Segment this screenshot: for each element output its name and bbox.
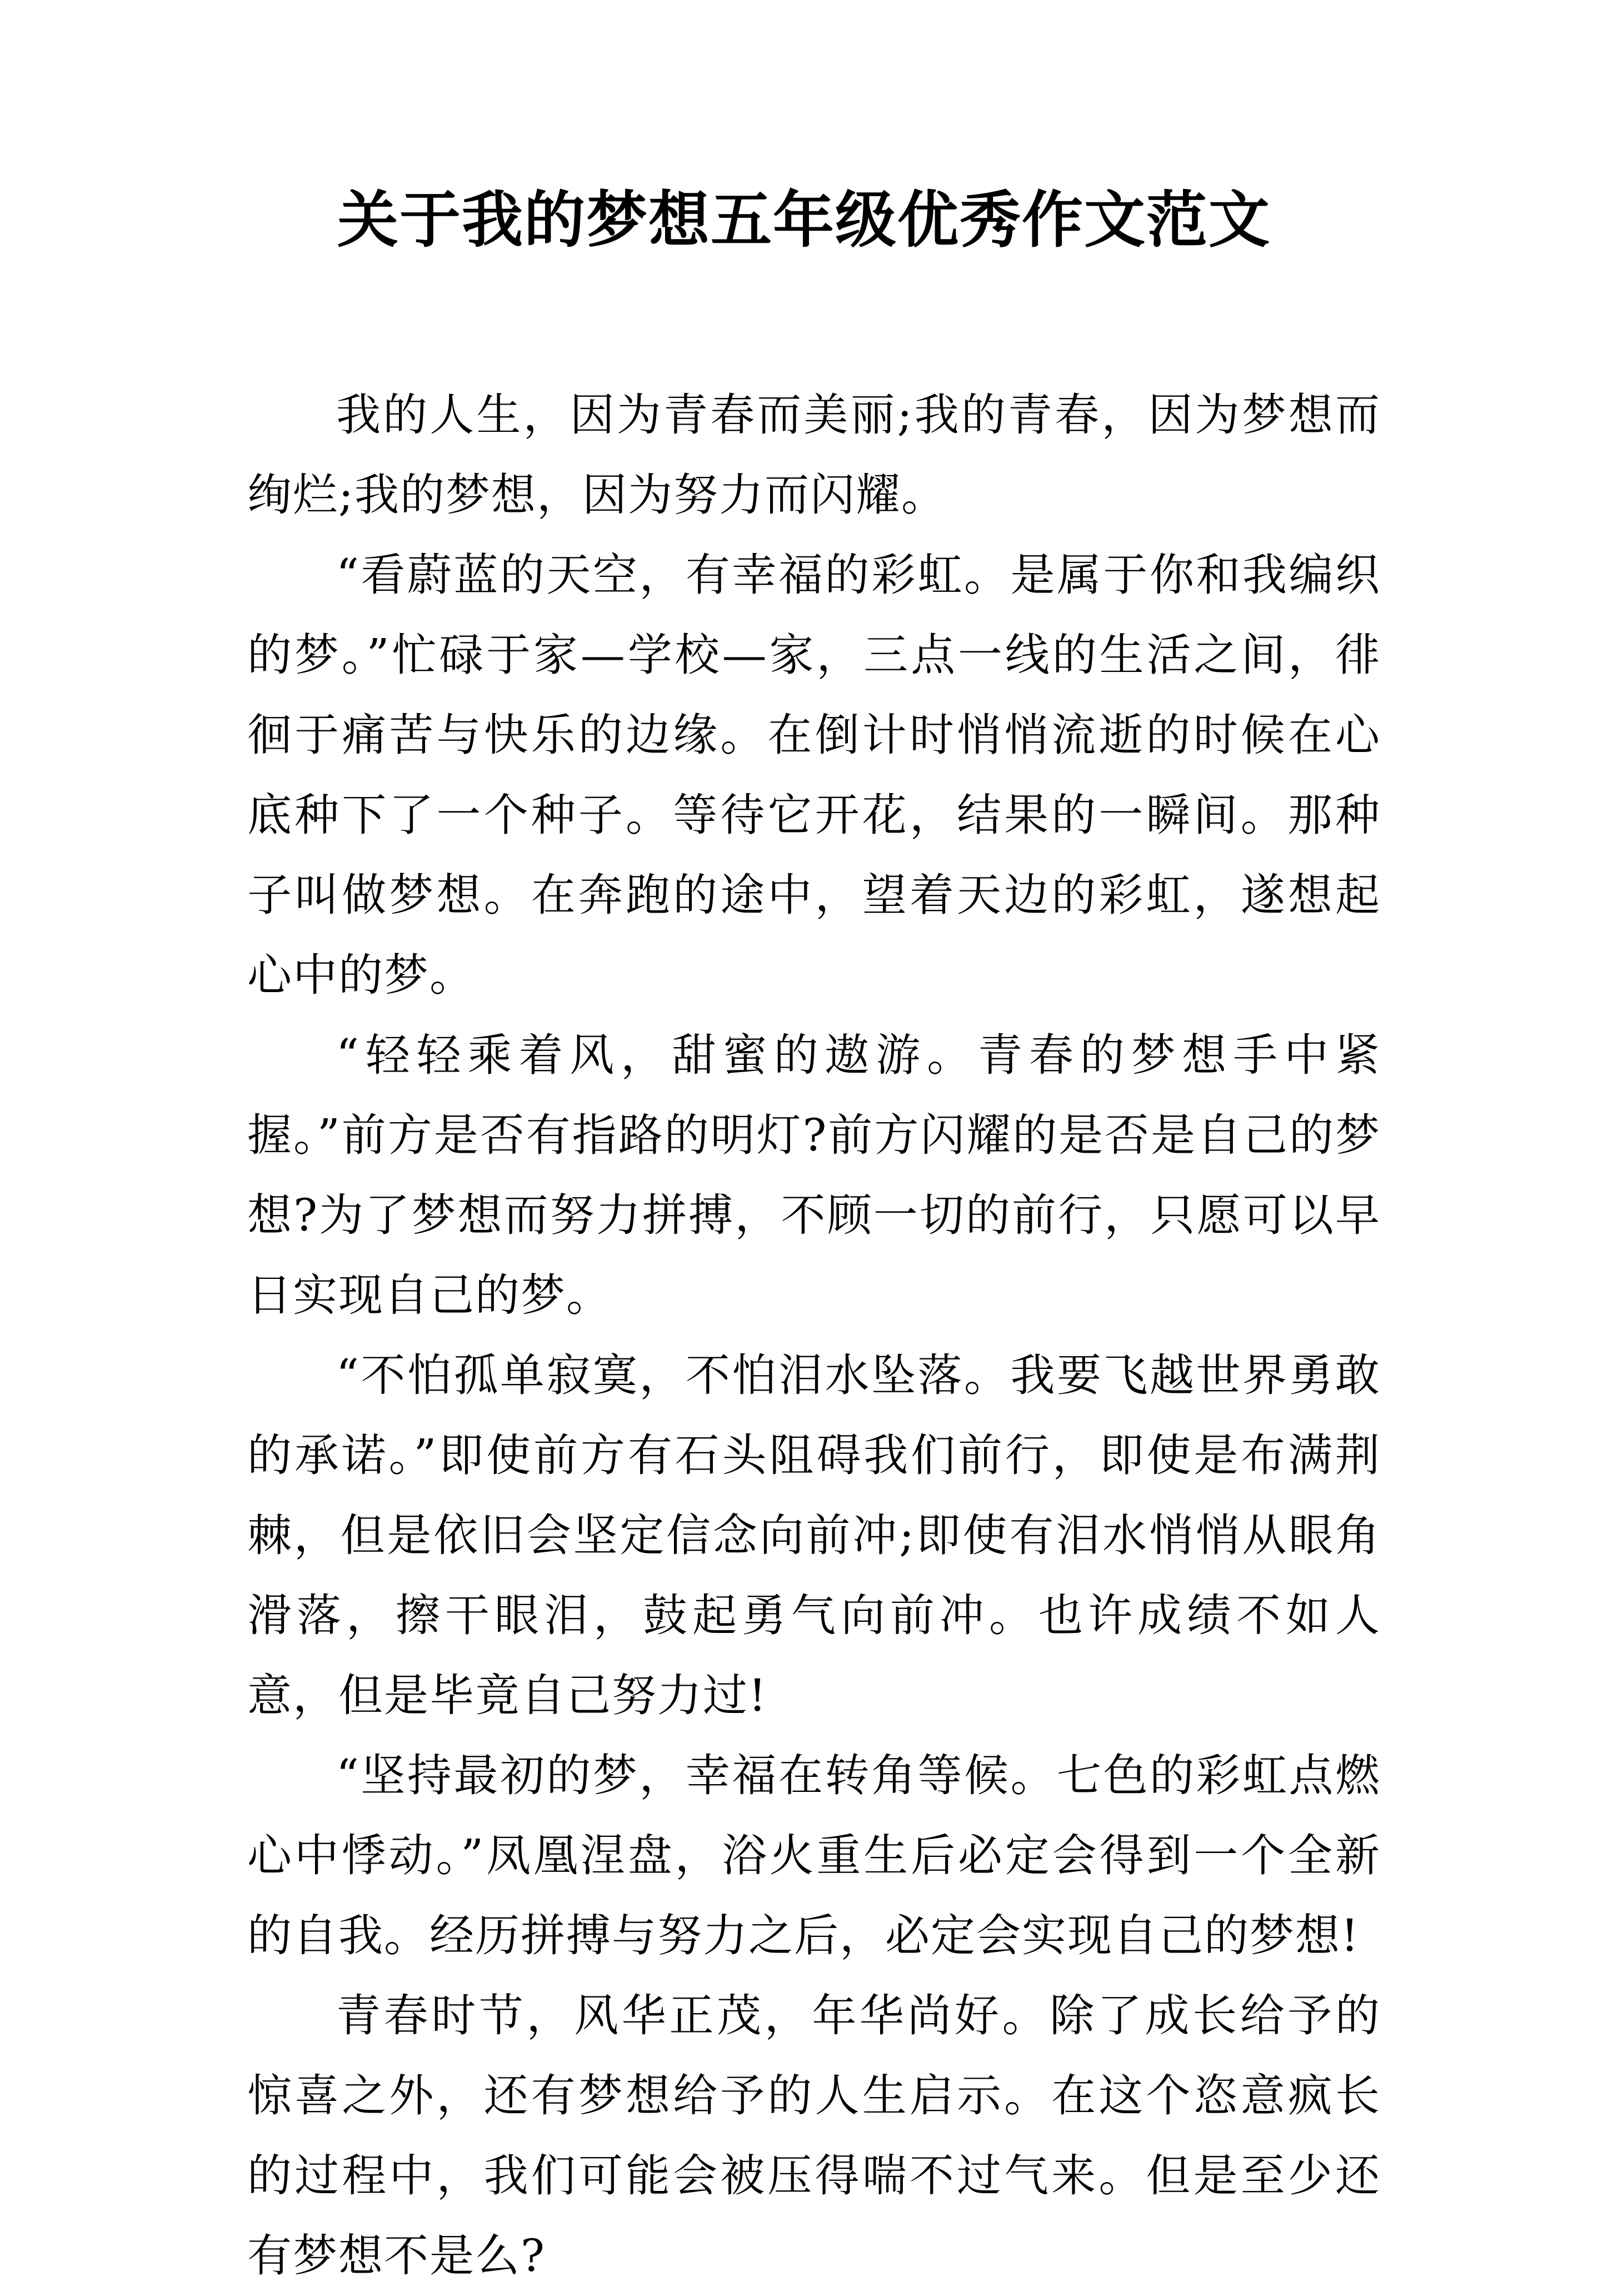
paragraph-5: “坚持最初的梦，幸福在转角等候。七色的彩虹点燃心中悸动。”凤凰涅盘，浴火重生后必定会得到一个全新的自我。经历拼搏与努力之后，必定会实现自己的梦想! bbox=[247, 1750, 1381, 1961]
paragraph-2: “看蔚蓝的天空，有幸福的彩虹。是属于你和我编织的梦。”忙碌于家—学校—家，三点一线的生活之间，徘徊于痛苦与快乐的边缘。在倒计时悄悄流逝的时候在心底种下了一个种子。等待它开花，结果的一瞬间。那种子叫做梦想。在奔跑的途中，望着天边的彩虹，遂想起心中的梦。 bbox=[247, 549, 1381, 1001]
paragraph-4: “不怕孤单寂寞，不怕泪水坠落。我要飞越世界勇敢的承诺。”即使前方有石头阻碍我们前行，即使是布满荆棘，但是依旧会坚定信念向前冲;即使有泪水悄悄从眼角滑落，擦干眼泪，鼓起勇气向前冲。也许成绩不如人意，但是毕竟自己努力过! bbox=[247, 1349, 1381, 1721]
paragraph-3: “轻轻乘着风，甜蜜的遨游。青春的梦想手中紧握。”前方是否有指路的明灯?前方闪耀的是否是自己的梦想?为了梦想而努力拼搏，不顾一切的前行，只愿可以早日实现自己的梦。 bbox=[247, 1029, 1381, 1321]
document-body bbox=[247, 375, 1381, 2296]
paragraph-1: 我的人生，因为青春而美丽;我的青春，因为梦想而绚烂;我的梦想，因为努力而闪耀。 bbox=[247, 389, 1381, 521]
document-title: 关于我的梦想五年级优秀作文范文 bbox=[337, 184, 1271, 256]
paragraph-6: 青春时节，风华正茂，年华尚好。除了成长给予的惊喜之外，还有梦想给予的人生启示。在这个恣意疯长的过程中，我们可能会被压得喘不过气来。但是至少还有梦想不是么? bbox=[247, 1990, 1381, 2282]
